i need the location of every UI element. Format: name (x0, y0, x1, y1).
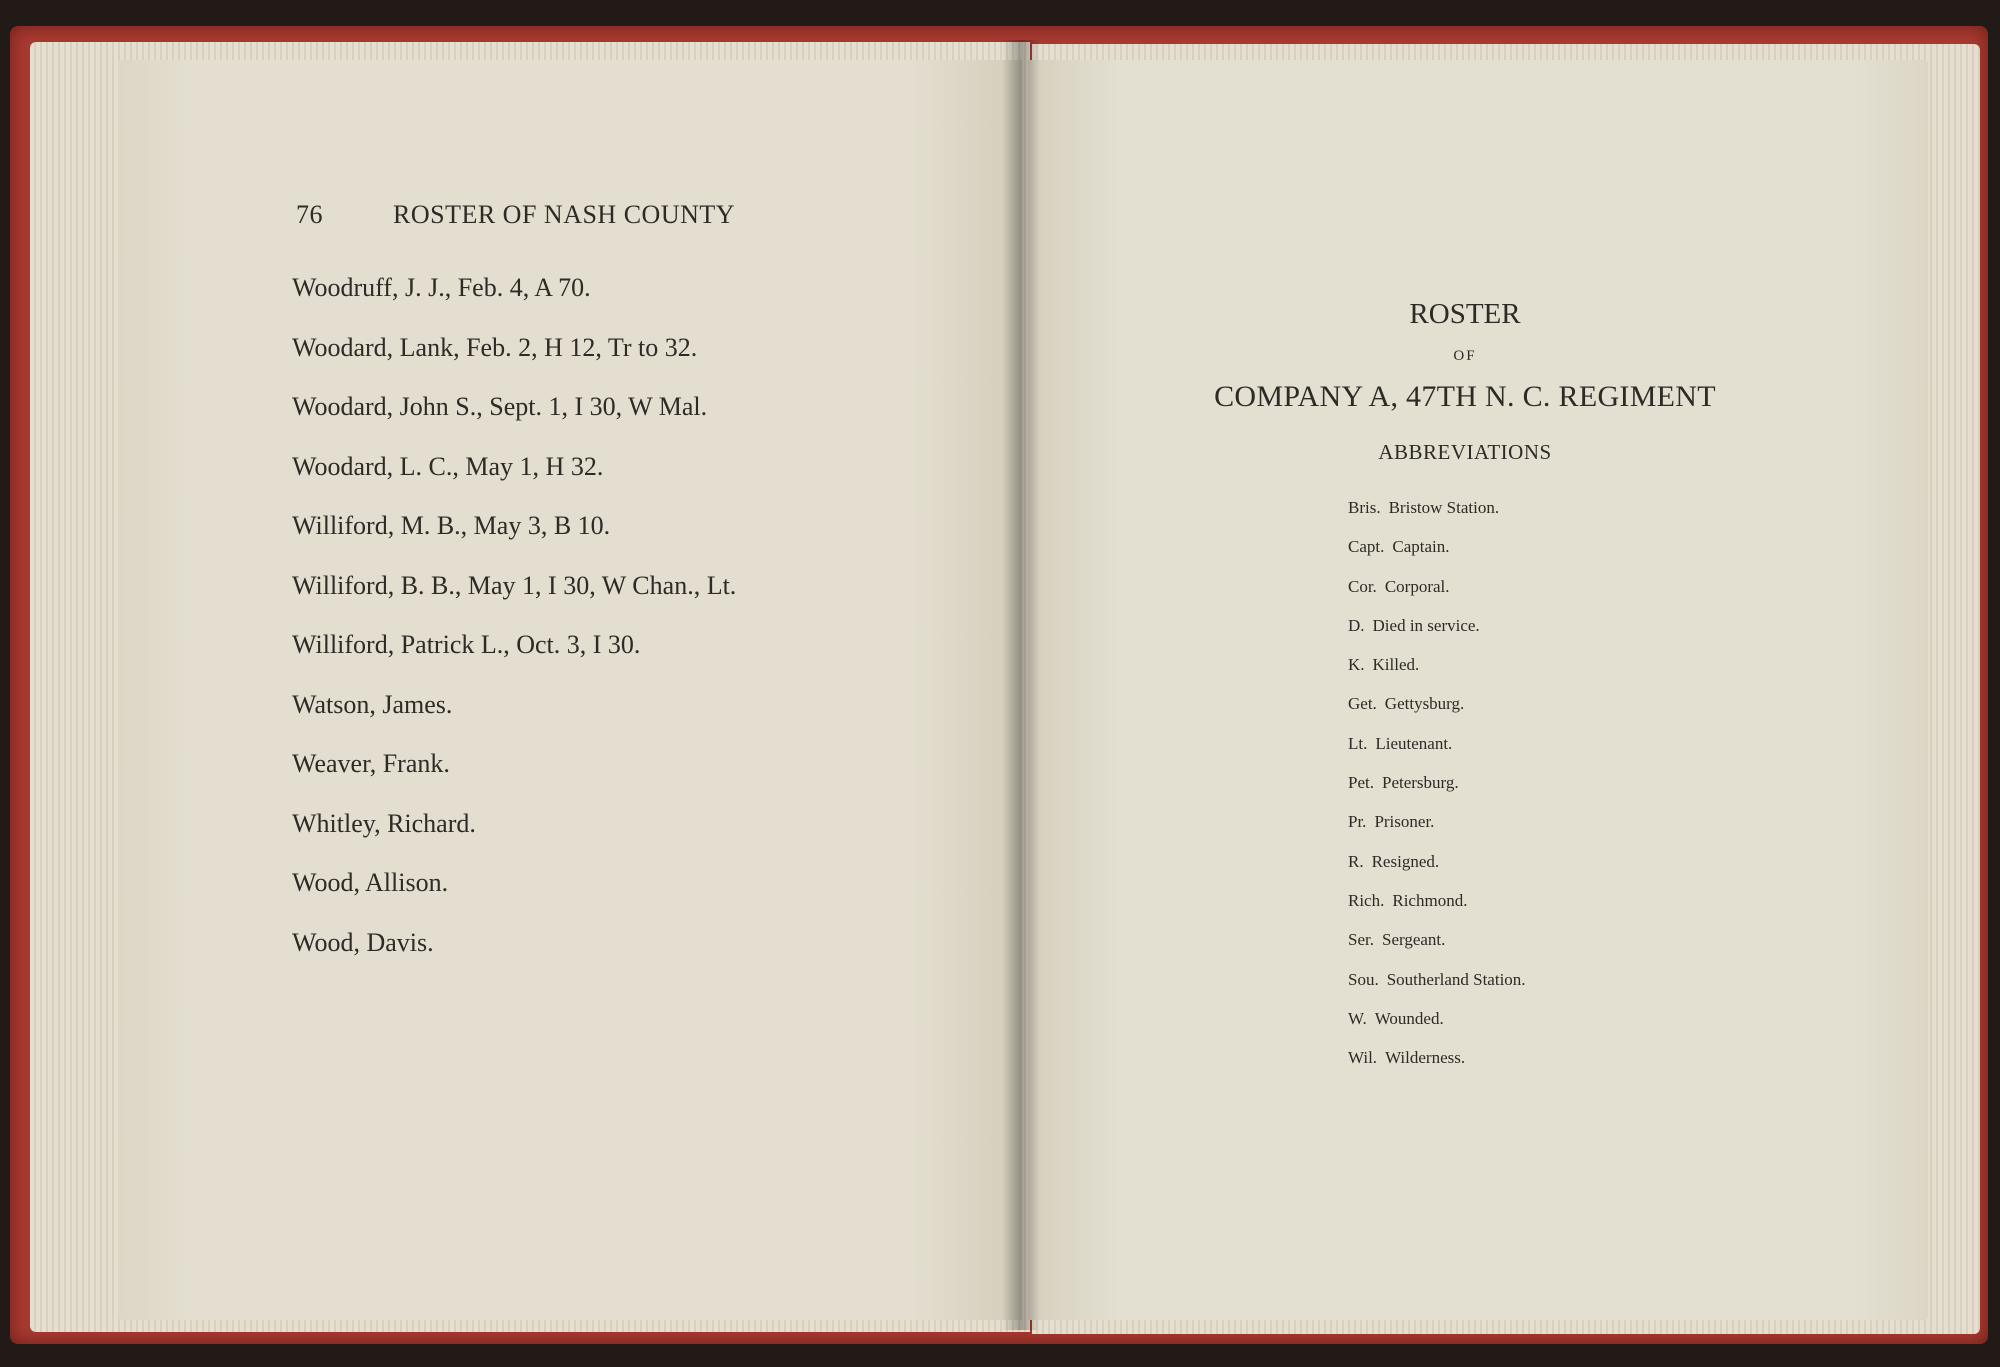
abbreviation-item (1348, 848, 1526, 887)
roster-entry: Weaver, Frank. (292, 749, 450, 778)
page-number: 76 (296, 200, 323, 229)
abbreviation-item (1348, 533, 1526, 572)
roster-entry-list (292, 268, 912, 982)
abbreviation-meaning: Wilderness. (1385, 1048, 1466, 1068)
abbreviation-item (1348, 966, 1526, 1005)
abbreviation-key: Bris. (1348, 498, 1381, 517)
abbreviation-meaning: Wounded. (1374, 1008, 1444, 1028)
abbreviation-meaning: Lieutenant. (1375, 733, 1453, 753)
running-head (296, 200, 856, 230)
running-head-title: ROSTER OF NASH COUNTY (393, 200, 736, 229)
abbreviation-item (1348, 1005, 1526, 1044)
abbreviation-key: Pet. (1348, 773, 1374, 793)
abbreviation-item (1348, 690, 1526, 729)
abbreviation-meaning: Resigned. (1371, 851, 1440, 871)
abbreviation-key: W. (1348, 1008, 1367, 1028)
abbreviation-key: Lt. (1348, 733, 1368, 753)
abbreviation-meaning: Bristow Station. (1388, 498, 1500, 517)
abbreviation-key: Wil. (1348, 1048, 1378, 1068)
abbreviation-meaning: Captain. (1392, 537, 1450, 557)
section-title-of: OF (1453, 348, 1477, 364)
abbreviation-meaning: Prisoner. (1374, 812, 1435, 832)
abbreviation-item (1348, 612, 1526, 651)
abbreviation-key: K. (1348, 655, 1365, 675)
abbreviation-key: Ser. (1348, 930, 1374, 950)
roster-entry: Watson, James. (292, 689, 453, 719)
abbreviation-item (1348, 494, 1526, 533)
abbreviation-key: R. (1348, 851, 1364, 871)
roster-entry: Woodard, John S., Sept. 1, I 30, W Mal. (292, 392, 708, 421)
abbreviation-meaning: Corporal. (1384, 576, 1450, 596)
abbreviation-item (1348, 651, 1526, 690)
abbreviation-meaning: Richmond. (1392, 890, 1468, 910)
roster-entry: Wood, Allison. (292, 868, 449, 897)
abbreviation-meaning: Southerland Station. (1386, 969, 1526, 989)
abbreviations-heading: ABBREVIATIONS (1378, 440, 1552, 464)
abbreviation-meaning: Killed. (1372, 655, 1420, 675)
abbreviation-key: Capt. (1348, 537, 1385, 557)
roster-entry: Woodruff, J. J., Feb. 4, A 70. (292, 273, 591, 302)
roster-entry: Whitley, Richard. (292, 808, 476, 838)
abbreviation-key: Sou. (1348, 969, 1379, 989)
abbreviation-item (1348, 808, 1526, 847)
abbreviation-meaning: Died in service. (1372, 615, 1480, 635)
section-title: ROSTER (1409, 298, 1521, 330)
abbreviation-meaning: Sergeant. (1381, 930, 1446, 950)
abbreviation-key: Rich. (1348, 890, 1385, 910)
abbreviation-item (1348, 887, 1526, 926)
abbreviation-item (1348, 769, 1526, 808)
section-subtitle: COMPANY A, 47TH N. C. REGIMENT (1214, 380, 1716, 413)
roster-entry: Wood, Davis. (292, 927, 434, 957)
abbreviation-meaning: Petersburg. (1381, 773, 1459, 793)
abbreviation-key: D. (1348, 615, 1365, 635)
abbreviation-item (1348, 926, 1526, 965)
abbreviation-list (1348, 494, 1526, 1083)
abbreviation-item (1348, 730, 1526, 769)
roster-entry: Williford, M. B., May 3, B 10. (292, 511, 611, 540)
abbreviation-meaning: Gettysburg. (1384, 694, 1465, 714)
abbreviation-item (1348, 1044, 1526, 1083)
book-gutter (1002, 40, 1040, 1330)
roster-entry: Williford, B. B., May 1, I 30, W Chan., Lt. (292, 570, 737, 600)
abbreviation-key: Pr. (1348, 812, 1367, 832)
roster-entry: Woodard, L. C., May 1, H 32. (292, 451, 604, 481)
roster-entry: Williford, Patrick L., Oct. 3, I 30. (292, 630, 641, 659)
roster-entry: Woodard, Lank, Feb. 2, H 12, Tr to 32. (292, 332, 698, 362)
abbreviation-key: Get. (1348, 694, 1377, 714)
abbreviation-item (1348, 573, 1526, 612)
abbreviation-key: Cor. (1348, 576, 1377, 596)
